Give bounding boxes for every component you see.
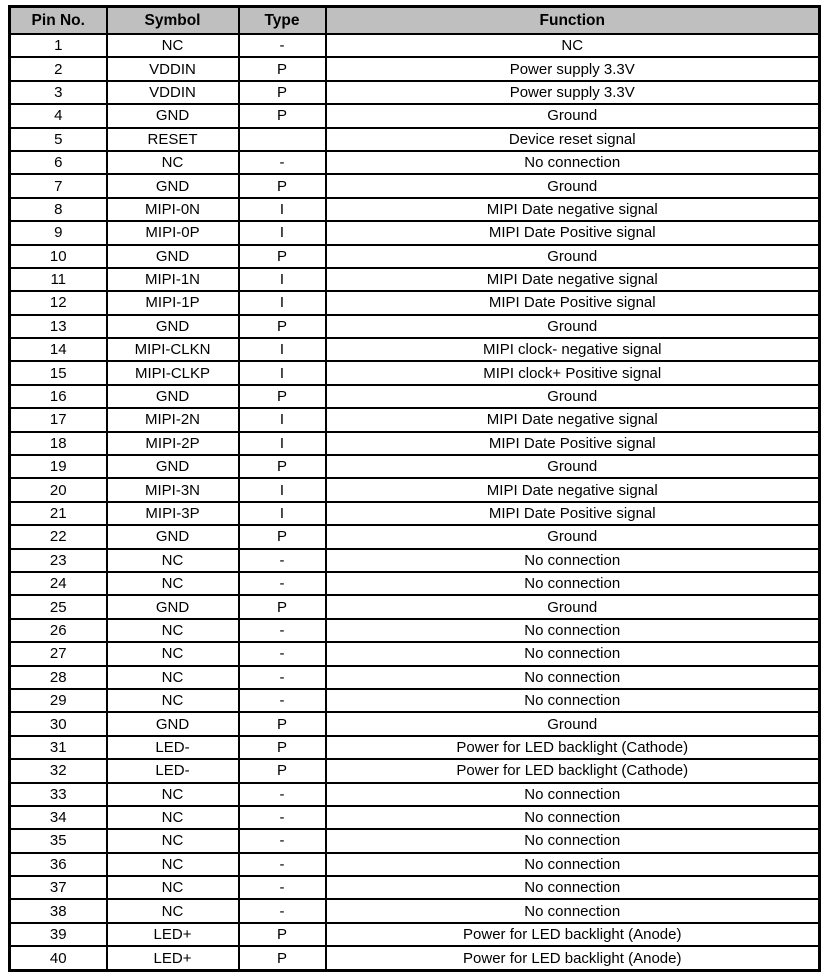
table-row — [10, 712, 820, 735]
function-cell: Power for LED backlight (Cathode) — [326, 736, 820, 759]
pin-cell: 5 — [10, 128, 107, 151]
function-cell: Ground — [326, 104, 820, 127]
function-cell: MIPI Date Positive signal — [326, 291, 820, 314]
function-cell: No connection — [326, 151, 820, 174]
type-cell: - — [239, 151, 326, 174]
pin-cell: 22 — [10, 525, 107, 548]
table-row — [10, 502, 820, 525]
symbol-cell: MIPI-1P — [107, 291, 239, 314]
type-cell: P — [239, 946, 326, 970]
table-row — [10, 315, 820, 338]
table-row — [10, 619, 820, 642]
pin-cell: 37 — [10, 876, 107, 899]
pin-cell: 9 — [10, 221, 107, 244]
type-cell: P — [239, 712, 326, 735]
symbol-cell: NC — [107, 34, 239, 57]
function-cell: MIPI clock+ Positive signal — [326, 361, 820, 384]
symbol-cell: MIPI-0N — [107, 198, 239, 221]
pin-cell: 1 — [10, 34, 107, 57]
table-row — [10, 128, 820, 151]
function-cell: MIPI Date Positive signal — [326, 221, 820, 244]
pin-cell: 13 — [10, 315, 107, 338]
pin-cell: 15 — [10, 361, 107, 384]
symbol-cell: LED- — [107, 736, 239, 759]
table-row — [10, 338, 820, 361]
table-row — [10, 642, 820, 665]
pin-cell: 30 — [10, 712, 107, 735]
function-cell: Ground — [326, 455, 820, 478]
function-cell: Power for LED backlight (Anode) — [326, 923, 820, 946]
table-row — [10, 759, 820, 782]
header-pin-no: Pin No. — [10, 7, 107, 35]
table-row — [10, 455, 820, 478]
symbol-cell: MIPI-CLKP — [107, 361, 239, 384]
pin-cell: 3 — [10, 81, 107, 104]
table-row — [10, 806, 820, 829]
symbol-cell: MIPI-0P — [107, 221, 239, 244]
symbol-cell: NC — [107, 899, 239, 922]
symbol-cell: NC — [107, 619, 239, 642]
table-row — [10, 829, 820, 852]
table-row — [10, 57, 820, 80]
pin-cell: 12 — [10, 291, 107, 314]
function-cell: Power for LED backlight (Anode) — [326, 946, 820, 970]
function-cell: MIPI clock- negative signal — [326, 338, 820, 361]
function-cell: MIPI Date negative signal — [326, 268, 820, 291]
type-cell: I — [239, 502, 326, 525]
table-row — [10, 34, 820, 57]
table-row — [10, 876, 820, 899]
type-cell: I — [239, 198, 326, 221]
table-row — [10, 736, 820, 759]
pin-cell: 24 — [10, 572, 107, 595]
symbol-cell: NC — [107, 853, 239, 876]
header-symbol: Symbol — [107, 7, 239, 35]
type-cell: I — [239, 478, 326, 501]
pin-cell: 28 — [10, 666, 107, 689]
pin-cell: 21 — [10, 502, 107, 525]
pin-cell: 8 — [10, 198, 107, 221]
table-row — [10, 666, 820, 689]
table-row — [10, 478, 820, 501]
symbol-cell: NC — [107, 829, 239, 852]
pin-cell: 11 — [10, 268, 107, 291]
type-cell: - — [239, 689, 326, 712]
symbol-cell: MIPI-2N — [107, 408, 239, 431]
type-cell: I — [239, 221, 326, 244]
type-cell: - — [239, 853, 326, 876]
symbol-cell: NC — [107, 549, 239, 572]
type-cell: - — [239, 549, 326, 572]
type-cell: I — [239, 291, 326, 314]
type-cell: P — [239, 759, 326, 782]
table-row — [10, 572, 820, 595]
function-cell: MIPI Date Positive signal — [326, 432, 820, 455]
pin-cell: 27 — [10, 642, 107, 665]
table-row — [10, 923, 820, 946]
type-cell: I — [239, 361, 326, 384]
pin-cell: 20 — [10, 478, 107, 501]
type-cell: P — [239, 57, 326, 80]
symbol-cell: RESET — [107, 128, 239, 151]
function-cell: No connection — [326, 666, 820, 689]
pin-cell: 14 — [10, 338, 107, 361]
pin-cell: 10 — [10, 245, 107, 268]
pin-cell: 7 — [10, 174, 107, 197]
symbol-cell: GND — [107, 525, 239, 548]
type-cell: P — [239, 923, 326, 946]
symbol-cell: MIPI-3P — [107, 502, 239, 525]
symbol-cell: MIPI-CLKN — [107, 338, 239, 361]
type-cell: P — [239, 104, 326, 127]
pin-cell: 33 — [10, 783, 107, 806]
table-row — [10, 174, 820, 197]
function-cell: MIPI Date negative signal — [326, 408, 820, 431]
pin-cell: 16 — [10, 385, 107, 408]
pin-cell: 36 — [10, 853, 107, 876]
table-row — [10, 81, 820, 104]
pin-cell: 29 — [10, 689, 107, 712]
type-cell: - — [239, 829, 326, 852]
pin-cell: 17 — [10, 408, 107, 431]
symbol-cell: GND — [107, 595, 239, 618]
type-cell: - — [239, 806, 326, 829]
pin-cell: 40 — [10, 946, 107, 970]
symbol-cell: NC — [107, 572, 239, 595]
pin-cell: 19 — [10, 455, 107, 478]
function-cell: Ground — [326, 595, 820, 618]
table-row — [10, 689, 820, 712]
function-cell: No connection — [326, 899, 820, 922]
pin-cell: 6 — [10, 151, 107, 174]
type-cell: P — [239, 385, 326, 408]
type-cell: P — [239, 245, 326, 268]
table-row — [10, 432, 820, 455]
table-row — [10, 385, 820, 408]
symbol-cell: VDDIN — [107, 57, 239, 80]
symbol-cell: NC — [107, 151, 239, 174]
table-body — [10, 34, 820, 971]
function-cell: MIPI Date negative signal — [326, 478, 820, 501]
type-cell: P — [239, 81, 326, 104]
symbol-cell: VDDIN — [107, 81, 239, 104]
table-row — [10, 291, 820, 314]
table-row — [10, 853, 820, 876]
symbol-cell: GND — [107, 385, 239, 408]
pin-cell: 25 — [10, 595, 107, 618]
symbol-cell: GND — [107, 174, 239, 197]
type-cell: I — [239, 338, 326, 361]
symbol-cell: GND — [107, 712, 239, 735]
type-cell: P — [239, 174, 326, 197]
function-cell: Ground — [326, 385, 820, 408]
function-cell: Power supply 3.3V — [326, 81, 820, 104]
function-cell: Power for LED backlight (Cathode) — [326, 759, 820, 782]
function-cell: No connection — [326, 853, 820, 876]
type-cell: - — [239, 899, 326, 922]
function-cell: No connection — [326, 829, 820, 852]
type-cell: P — [239, 595, 326, 618]
symbol-cell: NC — [107, 642, 239, 665]
function-cell: Ground — [326, 525, 820, 548]
function-cell: Ground — [326, 315, 820, 338]
table-row — [10, 198, 820, 221]
symbol-cell: GND — [107, 315, 239, 338]
symbol-cell: MIPI-2P — [107, 432, 239, 455]
function-cell: MIPI Date negative signal — [326, 198, 820, 221]
function-cell: No connection — [326, 689, 820, 712]
table-row — [10, 408, 820, 431]
type-cell: - — [239, 619, 326, 642]
function-cell: No connection — [326, 876, 820, 899]
symbol-cell: LED+ — [107, 946, 239, 970]
type-cell: - — [239, 572, 326, 595]
table-row — [10, 899, 820, 922]
pin-cell: 18 — [10, 432, 107, 455]
table-row — [10, 151, 820, 174]
symbol-cell: NC — [107, 806, 239, 829]
function-cell: No connection — [326, 549, 820, 572]
pin-cell: 39 — [10, 923, 107, 946]
function-cell: No connection — [326, 619, 820, 642]
symbol-cell: GND — [107, 455, 239, 478]
header-function: Function — [326, 7, 820, 35]
function-cell: Ground — [326, 712, 820, 735]
symbol-cell: GND — [107, 245, 239, 268]
symbol-cell: NC — [107, 666, 239, 689]
pin-cell: 38 — [10, 899, 107, 922]
table-row — [10, 268, 820, 291]
function-cell: MIPI Date Positive signal — [326, 502, 820, 525]
table-row — [10, 783, 820, 806]
type-cell: P — [239, 525, 326, 548]
header-type: Type — [239, 7, 326, 35]
type-cell: - — [239, 876, 326, 899]
symbol-cell: NC — [107, 689, 239, 712]
type-cell: I — [239, 408, 326, 431]
pin-cell: 31 — [10, 736, 107, 759]
type-cell: - — [239, 34, 326, 57]
table-row — [10, 361, 820, 384]
table-row — [10, 104, 820, 127]
pin-function-table — [8, 5, 821, 972]
function-cell: Ground — [326, 174, 820, 197]
pin-cell: 32 — [10, 759, 107, 782]
type-cell: - — [239, 642, 326, 665]
table-row — [10, 221, 820, 244]
table-row — [10, 946, 820, 970]
type-cell: P — [239, 736, 326, 759]
function-cell: Power supply 3.3V — [326, 57, 820, 80]
function-cell: No connection — [326, 806, 820, 829]
table-row — [10, 595, 820, 618]
pin-cell: 2 — [10, 57, 107, 80]
type-cell: P — [239, 315, 326, 338]
header-row — [10, 7, 820, 35]
symbol-cell: MIPI-3N — [107, 478, 239, 501]
type-cell: - — [239, 666, 326, 689]
symbol-cell: GND — [107, 104, 239, 127]
function-cell: No connection — [326, 572, 820, 595]
pin-cell: 26 — [10, 619, 107, 642]
symbol-cell: LED- — [107, 759, 239, 782]
pin-cell: 23 — [10, 549, 107, 572]
table-row — [10, 245, 820, 268]
function-cell: NC — [326, 34, 820, 57]
symbol-cell: LED+ — [107, 923, 239, 946]
symbol-cell: MIPI-1N — [107, 268, 239, 291]
type-cell: P — [239, 455, 326, 478]
pin-cell: 35 — [10, 829, 107, 852]
type-cell: I — [239, 432, 326, 455]
symbol-cell: NC — [107, 876, 239, 899]
table-header — [10, 7, 820, 35]
pin-cell: 34 — [10, 806, 107, 829]
function-cell: Ground — [326, 245, 820, 268]
function-cell: No connection — [326, 783, 820, 806]
type-cell — [239, 128, 326, 151]
pin-cell: 4 — [10, 104, 107, 127]
type-cell: I — [239, 268, 326, 291]
function-cell: No connection — [326, 642, 820, 665]
table-row — [10, 549, 820, 572]
type-cell: - — [239, 783, 326, 806]
function-cell: Device reset signal — [326, 128, 820, 151]
symbol-cell: NC — [107, 783, 239, 806]
table-row — [10, 525, 820, 548]
